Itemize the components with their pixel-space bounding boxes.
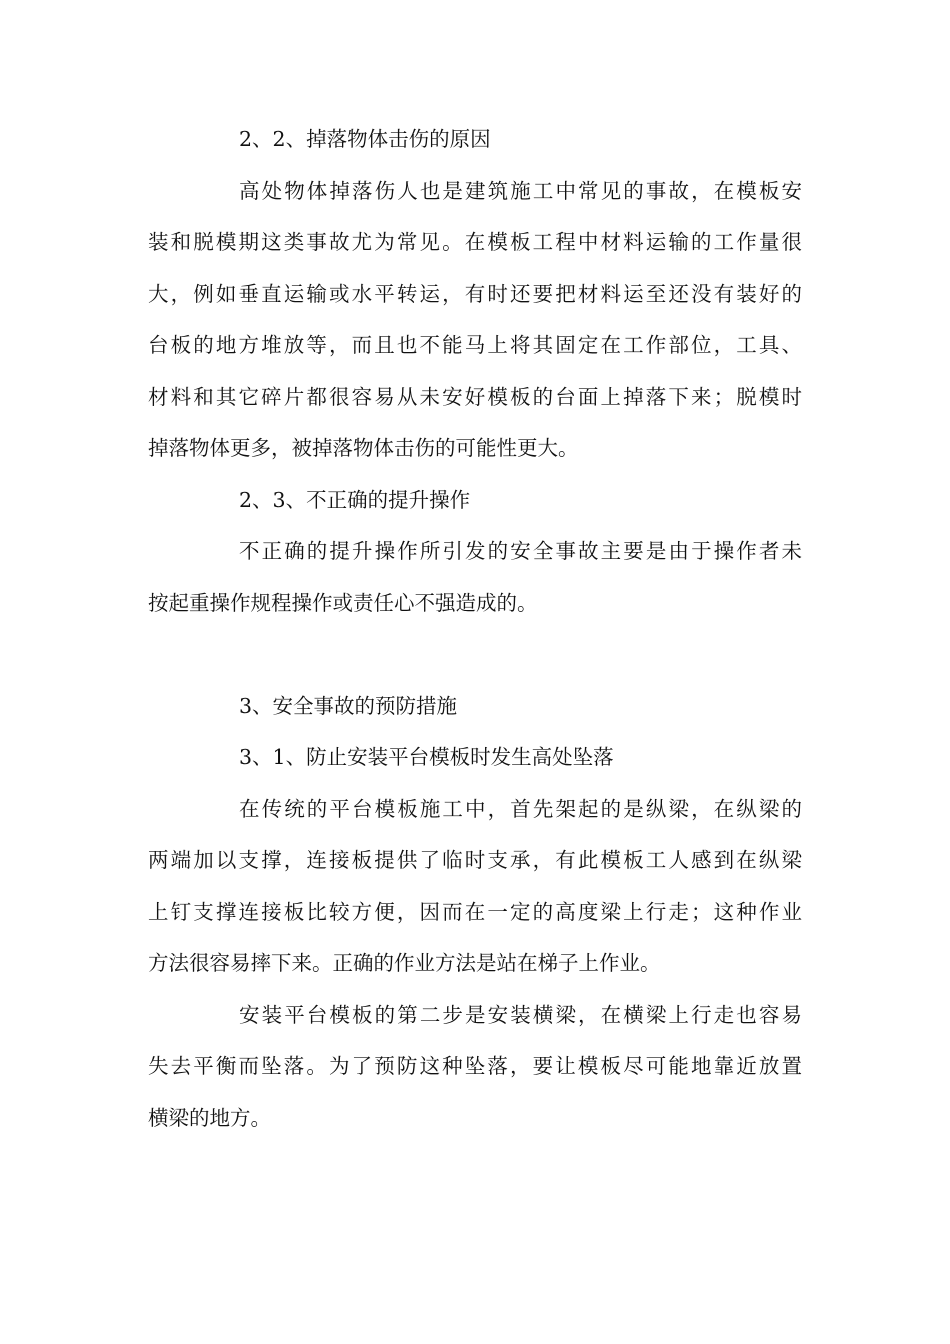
paragraph-line: 在传统的平台模板施工中，首先架起的是纵梁，在纵梁的 — [239, 796, 802, 821]
paragraph-line: 上钉支撑连接板比较方便，因而在一定的高度梁上行走；这种作业 — [148, 899, 802, 924]
paragraph-line: 两端加以支撑，连接板提供了临时支承，有此模板工人感到在纵梁 — [148, 848, 802, 872]
section-heading: 2、2、掉落物体击伤的原因 — [239, 127, 491, 151]
blank-line — [148, 629, 802, 681]
paragraph-line: 台板的地方堆放等，而且也不能马上将其固定在工作部位，工具、 — [148, 333, 802, 357]
paragraph-line: 按起重操作规程操作或责任心不强造成的。 — [148, 590, 538, 615]
paragraph-line: 方法很容易摔下来。正确的作业方法是站在梯子上作业。 — [148, 951, 661, 975]
paragraph — [148, 784, 802, 990]
paragraph-line: 材料和其它碎片都很容易从未安好模板的台面上掉落下来；脱模时 — [148, 384, 802, 409]
paragraph-line: 失去平衡而坠落。为了预防这种坠落，要让模板尽可能地靠近放置 — [148, 1054, 802, 1078]
section-heading: 3、安全事故的预防措施 — [239, 693, 458, 718]
paragraph-line: 横梁的地方。 — [148, 1105, 271, 1130]
paragraph-line: 装和脱模期这类事故尤为常见。在模板工程中材料运输的工作量很 — [148, 230, 802, 254]
paragraph-line: 不正确的提升操作所引发的安全事故主要是由于操作者未 — [239, 539, 802, 563]
paragraph-line: 掉落物体更多，被掉落物体击伤的可能性更大。 — [148, 436, 579, 460]
paragraph — [148, 166, 802, 475]
document-page — [148, 114, 802, 1144]
section-heading: 2、3、不正确的提升操作 — [239, 487, 471, 512]
paragraph — [148, 526, 802, 629]
paragraph — [148, 990, 802, 1145]
paragraph-line: 高处物体掉落伤人也是建筑施工中常见的事故，在模板安 — [239, 178, 802, 203]
section-heading: 3、1、防止安装平台模板时发生高处坠落 — [239, 745, 614, 769]
paragraph-line: 大，例如垂直运输或水平转运，有时还要把材料运至还没有装好的 — [148, 281, 802, 306]
paragraph-line: 安装平台模板的第二步是安装横梁，在横梁上行走也容易 — [239, 1002, 802, 1027]
